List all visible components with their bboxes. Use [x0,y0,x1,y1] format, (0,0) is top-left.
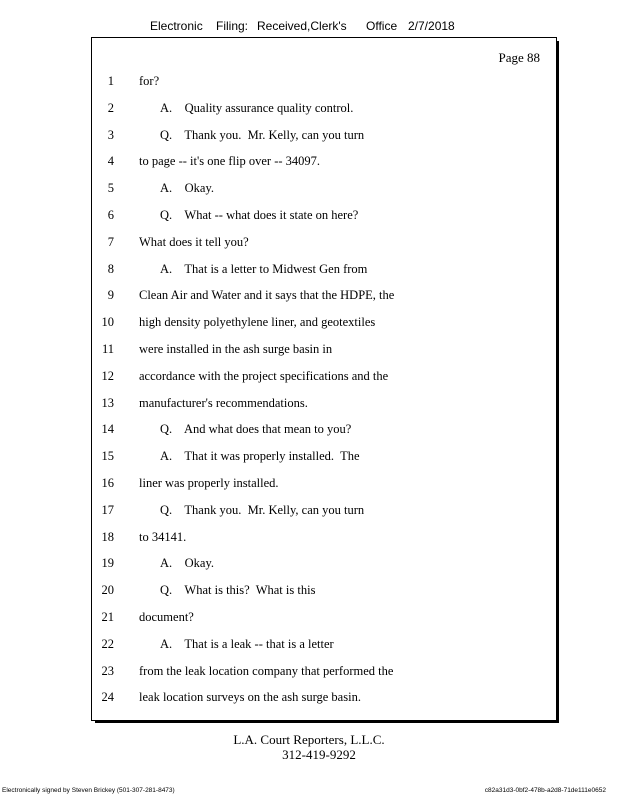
line-text: document? [139,610,194,624]
line-number: 3 [107,127,114,142]
document-hash: c82a31d3-0bf2-478b-a2d8-71de111e0652 [484,787,606,794]
line-number: 2 [107,100,114,115]
reporter-company: L.A. Court Reporters, L.L.C. [233,732,385,747]
transcript-line [92,369,552,385]
line-text: Q. Thank you. Mr. Kelly, can you turn [160,127,365,142]
line-number: 17 [101,502,114,517]
filing-header-word: Filing: [216,19,249,33]
line-text: Q. What is this? What is this [160,583,316,598]
filing-header-word: Office [366,19,398,33]
electronic-filing-header [0,19,618,37]
line-text: from the leak location company that performed the [139,663,394,678]
line-number: 6 [107,208,114,222]
transcript-line [92,154,552,170]
line-number: 7 [107,234,114,249]
line-text: A. Okay. [160,181,215,196]
line-number: 18 [101,529,114,544]
transcript-line [92,556,552,572]
line-number: 9 [107,288,114,303]
transcript-lines [92,38,556,720]
transcript-line [92,262,552,278]
line-text: were installed in the ash surge basin in [139,342,333,356]
line-text: A. That it was properly installed. The [160,449,360,464]
line-number: 13 [101,395,114,410]
line-number: 24 [101,690,114,705]
filing-header-word: Received,Clerk's [257,19,347,33]
filing-header-word: Electronic [150,19,203,33]
transcript-line [92,503,552,519]
transcript-line [92,449,552,465]
transcript-line [92,342,552,358]
transcript-line [92,235,552,251]
transcript-line [92,128,552,144]
line-text: What does it tell you? [139,234,249,249]
line-text: liner was properly installed. [139,476,279,490]
line-text: Q. And what does that mean to you? [160,422,352,437]
line-text: Clean Air and Water and it says that the HDPE, the [139,288,395,303]
line-text: A. Okay. [160,556,215,571]
line-number: 22 [101,636,114,651]
line-number: 14 [101,422,114,437]
transcript-line [92,288,552,304]
line-text: to page -- it's one flip over -- 34097. [139,154,321,169]
line-text: Q. Thank you. Mr. Kelly, can you turn [160,502,365,517]
transcript-line [92,101,552,117]
transcript-line [92,637,552,653]
line-text: manufacturer's recommendations. [139,395,308,410]
reporter-phone: 312-419-9292 [282,747,356,762]
filing-date: 2/7/2018 [408,19,455,33]
transcript-page [91,37,557,721]
transcript-line [92,315,552,331]
line-number: 4 [107,154,114,169]
line-text: A. Quality assurance quality control. [160,100,354,115]
line-number: 16 [101,476,114,490]
transcript-line [92,181,552,197]
line-number: 10 [101,315,114,330]
line-text: Q. What -- what does it state on here? [160,208,359,222]
line-number: 5 [107,181,114,196]
transcript-line [92,396,552,412]
line-text: A. That is a leak -- that is a letter [160,636,334,651]
line-text: for? [139,74,160,88]
line-text: leak location surveys on the ash surge basin. [139,690,361,705]
page-number: Page 88 [498,50,540,65]
line-text: accordance with the project specifications and the [139,368,389,383]
line-text: A. That is a letter to Midwest Gen from [160,261,368,276]
line-number: 19 [101,556,114,571]
line-number: 20 [101,583,114,598]
transcript-line [92,583,552,599]
line-text: high density polyethylene liner, and geotextiles [139,315,376,330]
transcript-line [92,530,552,546]
line-number: 15 [101,449,114,464]
line-text: to 34141. [139,529,187,544]
transcript-line [92,690,552,706]
transcript-line [92,476,552,492]
transcript-line [92,610,552,626]
line-number: 21 [101,610,114,624]
line-number: 8 [107,261,114,276]
transcript-line [92,664,552,680]
line-number: 23 [101,663,114,678]
electronic-signature: Electronically signed by Steven Brickey (501-307-281-8473) [2,787,175,794]
line-number: 1 [107,74,114,88]
line-number: 11 [101,342,114,356]
line-number: 12 [101,368,114,383]
transcript-line [92,208,552,224]
transcript-line [92,74,552,90]
transcript-line [92,422,552,438]
